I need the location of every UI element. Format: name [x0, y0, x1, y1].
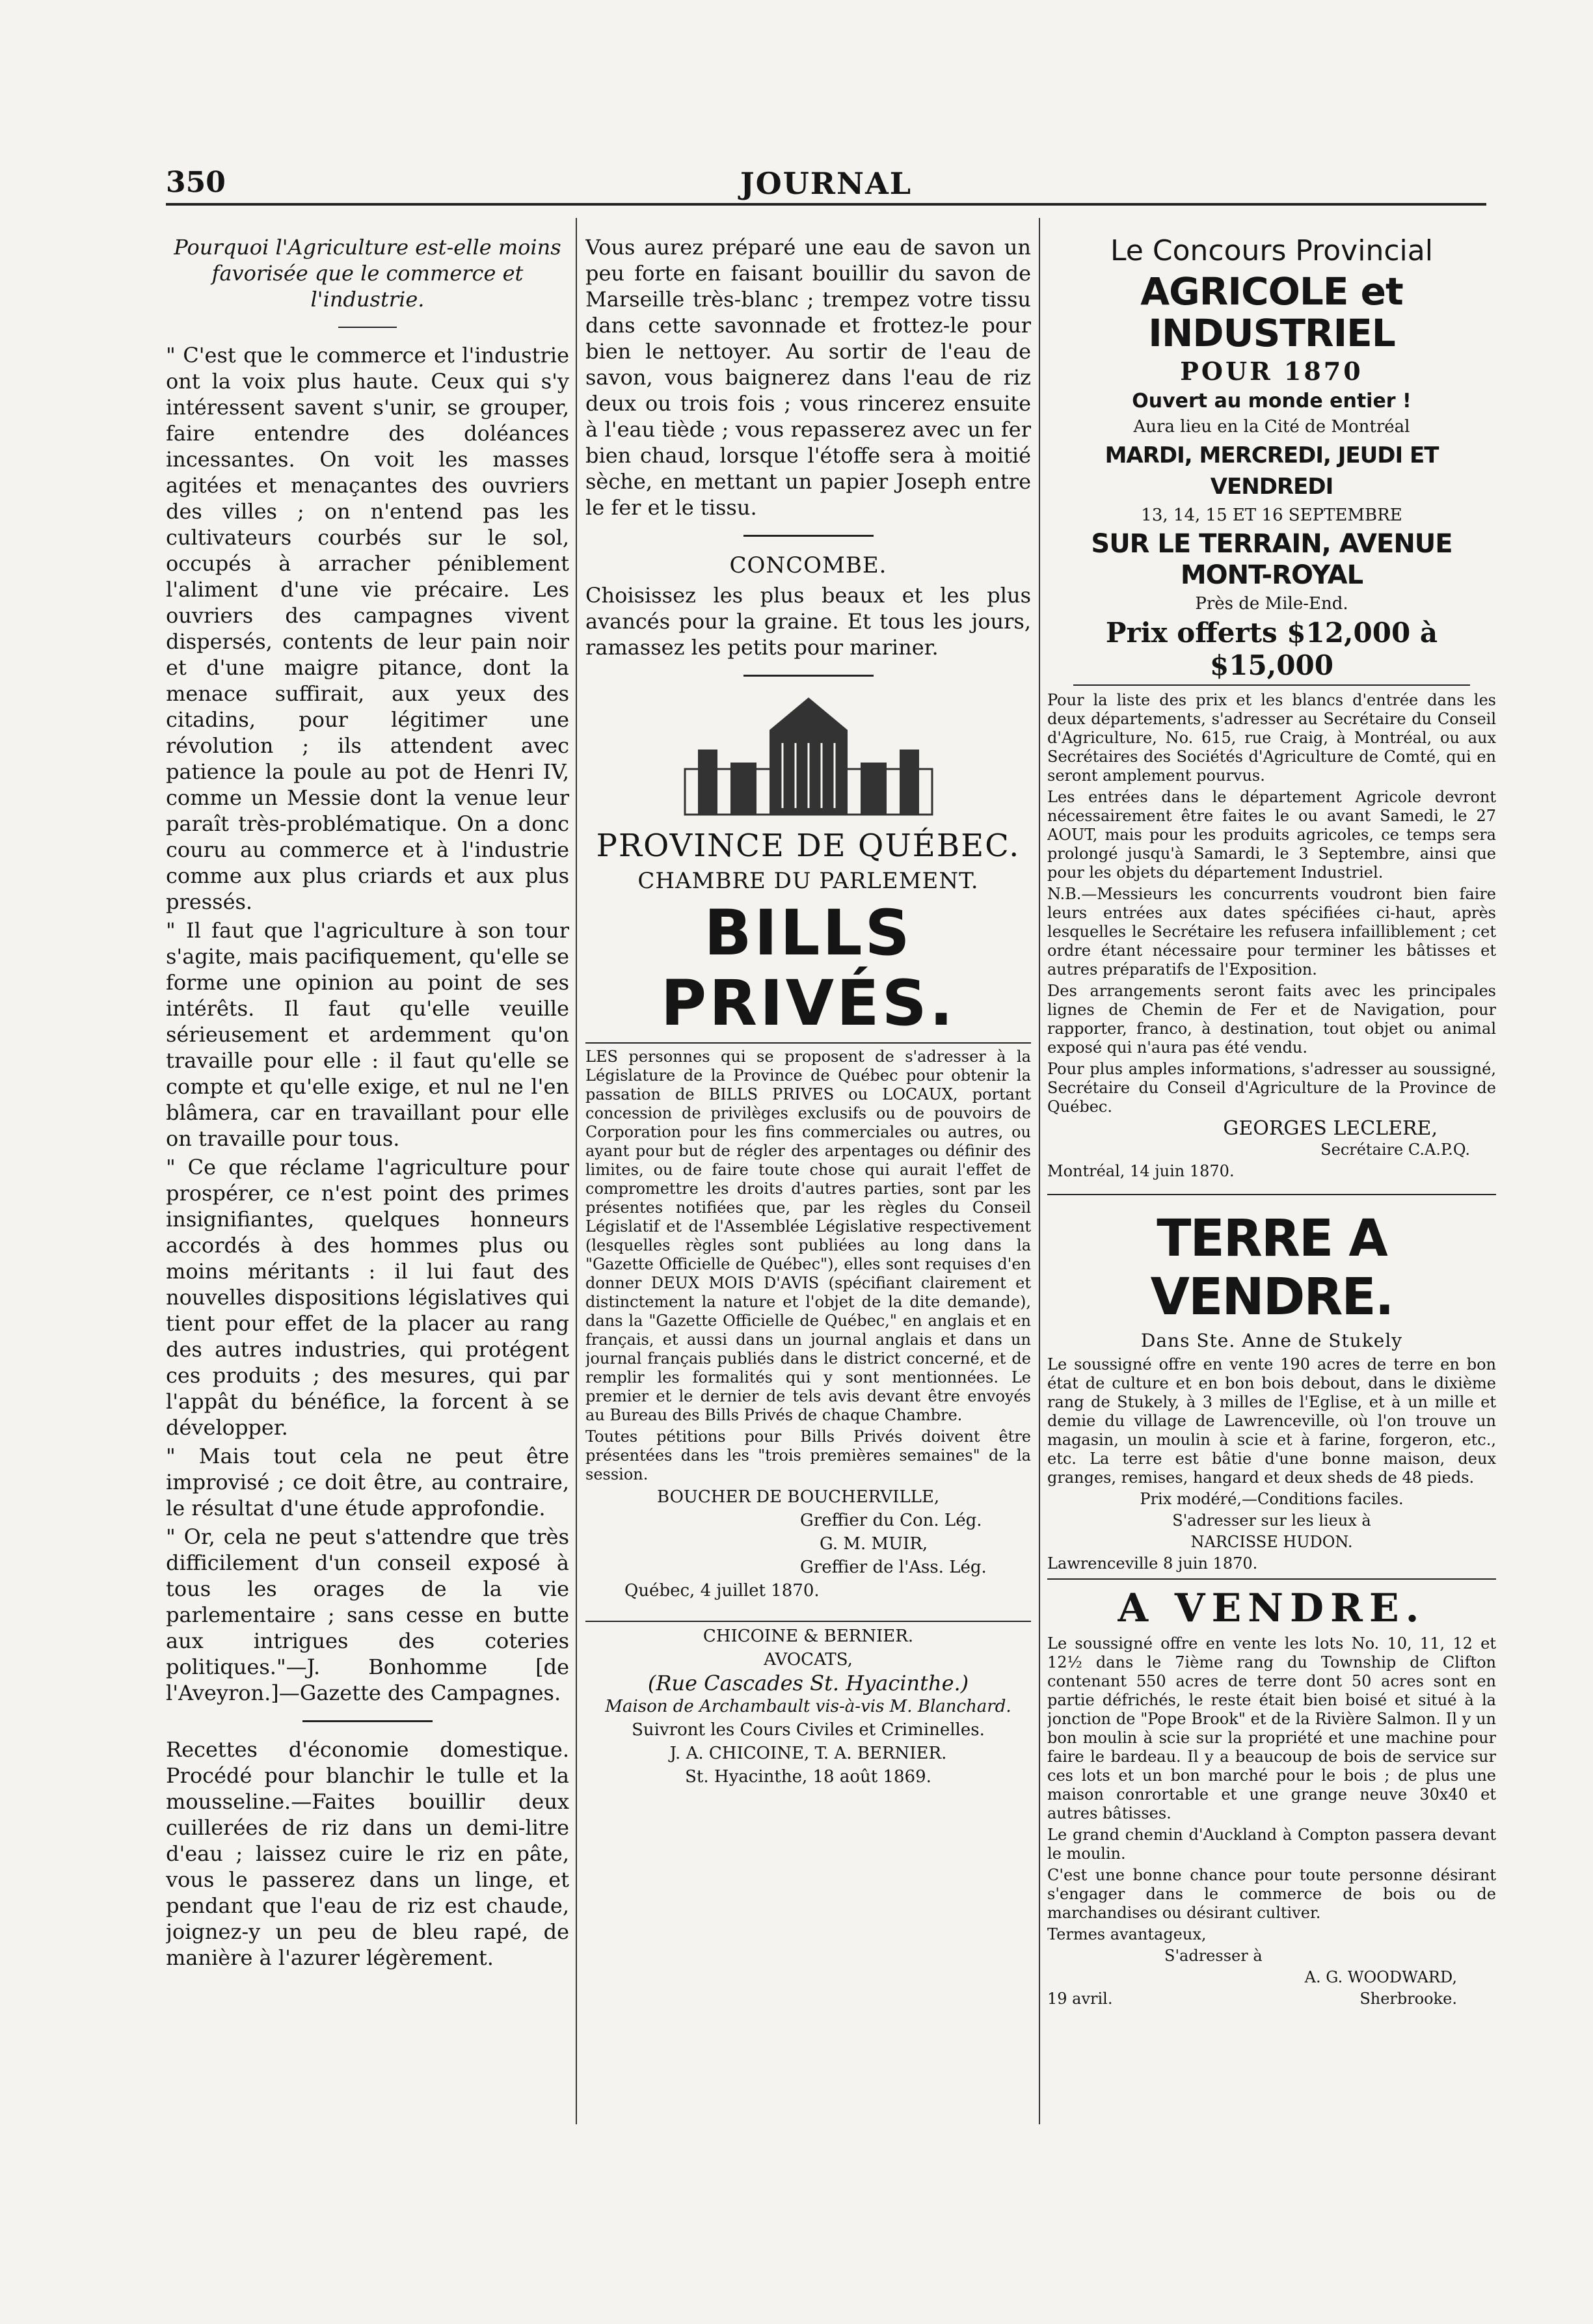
firm-name: CHICOINE & BERNIER. — [703, 1627, 914, 1646]
column-left — [166, 234, 569, 2115]
article-paragraph: " Ce que réclame l'agriculture pour prospérer, ce n'est point des primes insignifiantes, quelques honneurs accordés à des hommes plus ou moins méritants : il lui faut des nouvelles dispositions législatives qui tient pour effet de la placer au rang des autres industries, qui protégent ces produits ; des mesures, qui par l'appât du bénéfice, la forcent à se développer. — [166, 1155, 569, 1440]
firm-date: St. Hyacinthe, 18 août 1869. — [685, 1767, 931, 1787]
dates-line: 13, 14, 15 ET 16 SEPTEMBRE — [1141, 506, 1402, 525]
column-divider — [576, 218, 577, 2124]
article-paragraph: " C'est que le commerce et l'industrie ont la voix plus haute. Ceux qui s'y intéressent savent s'unir, se grouper, faire entendre des doléances incessantes. On voit les masses agitées et menaçantes des ouvriers des villes ; on n'entend pas les cultivateurs courbés sur le sol, occupés à arracher péniblement l'aliment d'une vie précaire. Les ouvriers des campagnes vivent dispersés, contents de leur pain noir et d'une maigre pitance, dont la menace suffirait, aux yeux des citadins, pour légitimer une révolution ; ils attendent avec patience la poule au pot de Henri IV, comme un Messie dont la venue leur paraît très-problématique. On a donc couru au commerce et à l'industrie comme aux plus criards et aux plus pressés. — [166, 343, 569, 914]
recipe-continued: Vous aurez préparé une eau de savon un peu forte en faisant bouillir du savon de Marseille très-blanc ; trempez votre tissu dans cette savonnade et frottez-le pour bien le nettoyer. Au sortir de l'eau de savon, vous baignerez dans l'eau de riz deux ou trois fois ; vous rincerez ensuite à l'eau tiède ; vous repasserez avec un fer bien chaud, lorsque l'étoffe sera à moitié sèche, en mettant un papier Joseph entre le fer et le tissu. — [585, 235, 1031, 520]
agricole-title: AGRICOLE et INDUSTRIEL — [1140, 269, 1403, 355]
article-paragraph: " Il faut que l'agriculture à son tour s'agite, mais pacifiquement, qu'elle se forme une opinion au point de ses intérêts. Il faut qu'elle veuille sérieusement et ardemment qu'on travaille pour elle : il faut qu'elle se compte et qu'elle exige, et nul ne l'en blâmera, car en travaillant pour elle on travaille pour tous. — [166, 918, 569, 1151]
lieu-line: Aura lieu en la Cité de Montréal — [1133, 417, 1410, 437]
mile-end-line: Près de Mile-End. — [1195, 594, 1348, 614]
terre-subtitle: Dans Ste. Anne de Stukely — [1140, 1330, 1403, 1351]
signature-2: G. M. MUIR, — [820, 1534, 928, 1554]
journal-title: JOURNAL — [740, 166, 913, 201]
concours-date: Montréal, 14 juin 1870. — [1047, 1162, 1235, 1180]
terre-name: NARCISSE HUDON. — [1190, 1533, 1353, 1551]
bills-prives-title: BILLS PRIVÉS. — [660, 897, 956, 1040]
header-rule — [166, 203, 1486, 206]
terre-title: TERRE A VENDRE. — [1150, 1209, 1393, 1327]
province-title: PROVINCE DE QUÉBEC. — [596, 828, 1021, 864]
concours-paragraph: N.B.—Messieurs les concurrents voudront bien faire leurs entrées aux dates spécifiées ci-haut, après lesquelles le Secrétaire les refusera infailliblement ; cet ordre étant nécessaire pour terminer les bâtisses et autres préparatifs de l'Exposition. — [1047, 885, 1496, 979]
signature-1-title: Greffier du Con. Lég. — [800, 1511, 982, 1530]
separator — [302, 1720, 433, 1722]
chambre-title: CHAMBRE DU PARLEMENT. — [637, 868, 979, 894]
firm-avocats: AVOCATS, — [764, 1650, 853, 1669]
avendre-paragraph: C'est une bonne chance pour toute personne désirant s'engager dans le commerce de bois ou de marchandises ou désirant cultiver. — [1047, 1866, 1496, 1922]
rule — [585, 1621, 1031, 1622]
bills-notice — [585, 1047, 1031, 1484]
ouvert-line: Ouvert au monde entier ! — [1132, 390, 1412, 412]
recipe-paragraph: Recettes d'économie domestique. Procédé pour blanchir le tulle et la mousseline.—Faites bouillir deux cuillerées de riz dans un demi-litre d'eau ; laissez cuire le riz en pâte, vous le passerez dans un linge, et pendant que l'eau de riz est chaude, joignez-y un peu de bleu rapé, de manière à l'azurer légèrement. — [166, 1737, 569, 1970]
avendre-date: 19 avril. — [1047, 1990, 1113, 2008]
page-number: 350 — [166, 166, 226, 199]
column-middle — [585, 234, 1031, 2115]
terre-adresser: S'adresser sur les lieux à — [1172, 1511, 1371, 1530]
parliament-engraving — [672, 691, 945, 821]
concours-signature: GEORGES LECLERE, — [1223, 1117, 1438, 1140]
concombre-title: CONCOMBE. — [729, 552, 887, 578]
days-line: MARDI, MERCREDI, JEUDI ET VENDREDI — [1104, 442, 1439, 500]
column-divider — [1039, 218, 1040, 2124]
concours-paragraph: Pour la liste des prix et les blancs d'entrée dans les deux départements, s'adresser au Secrétaire du Conseil d'Agriculture, No. 615, rue Craig, à Montréal, ou aux Secrétaires des Sociétés d'Agriculture de Comté, qui en seront amplement pourvus. — [1047, 691, 1496, 785]
firm-address: (Rue Cascades St. Hyacinthe.) — [647, 1671, 969, 1696]
terre-prix: Prix modéré,—Conditions faciles. — [1140, 1490, 1404, 1508]
article-paragraph: " Or, cela ne peut s'attendre que très difficilement d'un conseil exposé à tous les orages de la vie parlementaire ; sans cesse en butte aux intrigues des coteries politiques."—J. Bonhomme [de l'Aveyron.]—Gazette des Campagnes. — [166, 1524, 569, 1705]
firm-maison: Maison de Archambault vis-à-vis M. Blanchard. — [605, 1697, 1011, 1716]
terrain-line: SUR LE TERRAIN, AVENUE MONT-ROYAL — [1091, 529, 1452, 590]
separator — [338, 327, 397, 328]
rule — [1047, 1194, 1496, 1195]
avendre-title: A VENDRE. — [1118, 1586, 1426, 1631]
avendre-paragraph: Le soussigné offre en vente les lots No. 10, 11, 12 et 12½ dans le 7ième rang du Township de Clifton contenant 550 acres de terre dont 50 acres sont en partie défrichés, le reste était bien boisé et situé à la jonction de "Pope Brook" et de la Rivière Salmon. Il y un bon moulin à scie sur la propriété et une machine pour faire le bardeau. Il y a beaucoup de bois de service sur ces lots et un bon marché pour le bois ; de plus une maison conrortable et une grange neuve 30x40 et autres bâtisses. — [1047, 1634, 1496, 1822]
bills-date: Québec, 4 juillet 1870. — [624, 1581, 820, 1601]
separator — [743, 535, 874, 537]
avendre-place: Sherbrooke. — [1359, 1990, 1457, 2008]
bills-text: LES personnes qui se proposent de s'adresser à la Législature de la Province de Québec pour obtenir la passation de BILLS PRIVES ou LOCAUX, portant concession de privilèges exclusifs ou de pouvoirs de Corporation pour les fins commerciales ou autres, ou ayant pour but de régler des arpentages ou définir des limites, ou de faire toute chose qui aurait l'effet de compromettre les droits d'autres parties, sont par les présentes notifiées que, par les règles du Conseil Législatif et de l'Assemblée Législative respectivement (lesquelles règles sont publiées au long dans la "Gazette Officielle de Québec"), elles sont requises d'en donner DEUX MOIS D'AVIS (spécifiant clairement et distinctement la nature et l'objet de la dite demande), dans la "Gazette Officielle de Québec," en anglais et en français, et aussi dans un journal anglais et dans un journal français publiés dans le district concerné, et de remplir les formalités qui y sont mentionnées. Le premier et le dernier de tels avis devant être envoyés au Bureau des Bills Privés de chaque Chambre. — [585, 1047, 1031, 1424]
signature-2-title: Greffier de l'Ass. Lég. — [800, 1558, 987, 1577]
concombre-paragraph: Choisissez les plus beaux et les plus avancés pour la graine. Et tous les jours, ramassez les petits pour mariner. — [585, 583, 1031, 660]
avendre-name: A. G. WOODWARD, — [1304, 1968, 1457, 1986]
rule — [1073, 684, 1470, 686]
article-heading: Pourquoi l'Agriculture est-elle moins favorisée que le commerce et l'industrie. — [174, 235, 561, 312]
separator — [743, 675, 874, 677]
prix-line: Prix offerts $12,000 à $15,000 — [1105, 617, 1438, 681]
rule — [1047, 1578, 1496, 1580]
terre-date: Lawrenceville 8 juin 1870. — [1047, 1554, 1258, 1573]
page-header — [166, 166, 1486, 205]
avendre-termes: Termes avantageux, — [1047, 1925, 1207, 1943]
avendre-paragraph: Le grand chemin d'Auckland à Compton passera devant le moulin. — [1047, 1826, 1496, 1863]
year-title: POUR 1870 — [1180, 357, 1363, 386]
column-right — [1047, 234, 1496, 2115]
concours-signature-title: Secrétaire C.A.P.Q. — [1320, 1141, 1470, 1159]
firm-courts: Suivront les Cours Civiles et Criminelles. — [632, 1720, 985, 1740]
petitions-text: Toutes pétitions pour Bills Privés doivent être présentées dans les "trois premières semaines" de la session. — [585, 1427, 1031, 1483]
concours-paragraph: Les entrées dans le département Agricole devront nécessairement être faites le ou avant Samedi, le 27 AOUT, mais pour les produits agricoles, ce temps sera prolongé jusqu'à Samardi, le 3 Septembre, ainsi que pour les objets du département Industriel. — [1047, 788, 1496, 882]
avendre-footer — [1047, 1990, 1496, 2008]
concours-title: Le Concours Provincial — [1110, 234, 1433, 267]
avendre-adresser: S'adresser à — [1164, 1947, 1263, 1965]
concours-paragraph: Pour plus amples informations, s'adresser au soussigné, Secrétaire du Conseil d'Agriculture de la Province de Québec. — [1047, 1060, 1496, 1116]
concours-paragraph: Des arrangements seront faits avec les principales lignes de Chemin de Fer et de Navigation, pour rapporter, franco, à destination, tout objet ou animal exposé qui n'aura pas été vendu. — [1047, 982, 1496, 1057]
terre-paragraph: Le soussigné offre en vente 190 acres de terre en bon état de culture et en bon bois debout, dans le dixième rang de Stukely, à 3 milles de l'Eglise, et à un mille et demie du village de Lawrenceville, où l'on trouve un magasin, un moulin à scie et à farine, forgeron, etc., etc. La terre est bâtie d'une bonne maison, deux granges, remises, hangard et deux sheds de 48 pieds. — [1047, 1355, 1496, 1487]
rule — [585, 1042, 1031, 1044]
firm-partners: J. A. CHICOINE, T. A. BERNIER. — [669, 1744, 947, 1763]
article-paragraph: " Mais tout cela ne peut être improvisé ; ce doit être, au contraire, le résultat d'une étude approfondie. — [166, 1444, 569, 1520]
signature-1: BOUCHER DE BOUCHERVILLE, — [657, 1487, 940, 1507]
